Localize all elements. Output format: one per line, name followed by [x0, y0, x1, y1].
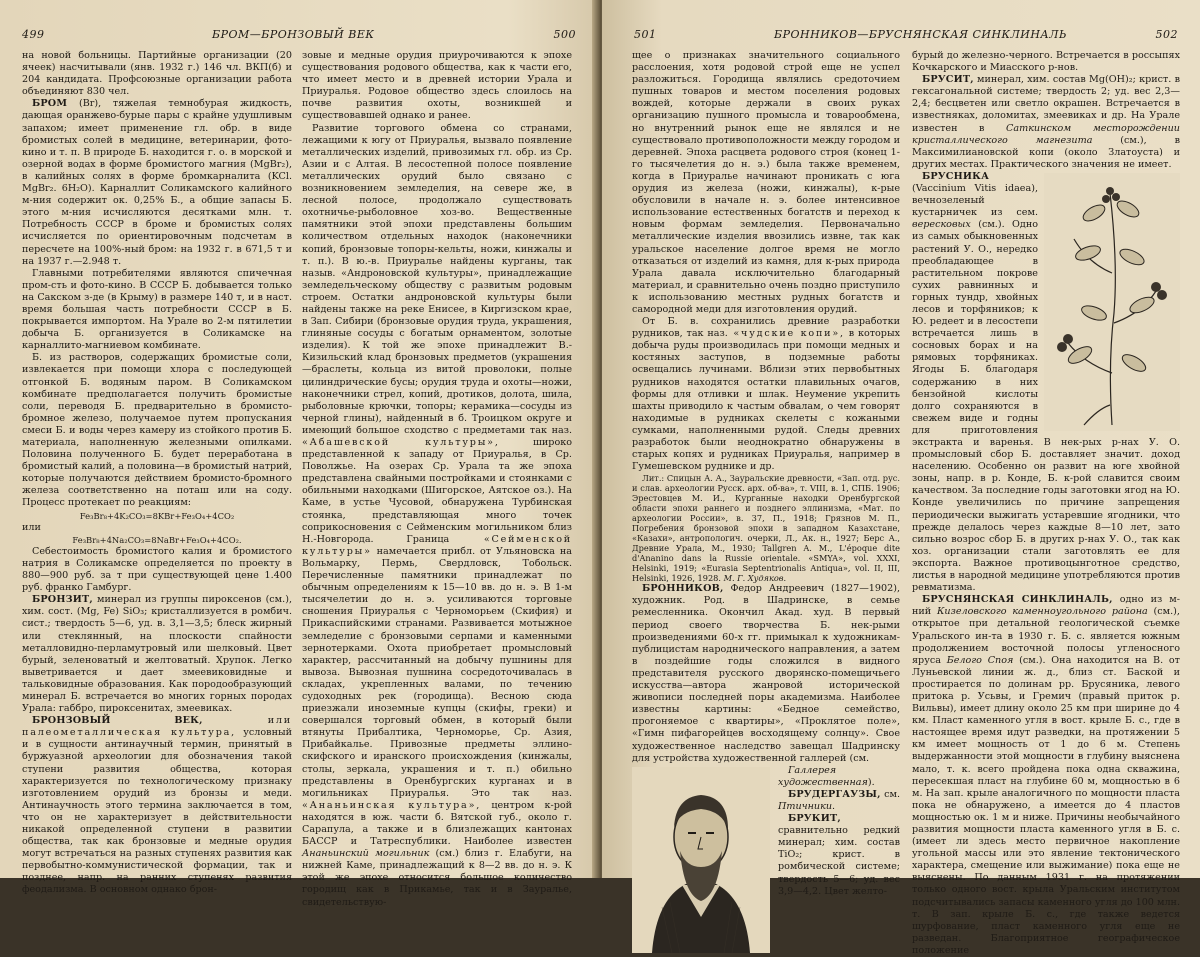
entry-bronnikov: [632, 583, 900, 764]
entry-bronze-age: [22, 715, 292, 896]
entry-brusit: [912, 74, 1180, 171]
left-page: [0, 0, 598, 908]
text-run: Развитие торгового обмена со странами, лежащими к югу от Приуралья, вызвало появление металлических изделий, привозимых гл. обр. из Ср. Азии и с Алтая. В лесостепной полосе появление металлических орудий было связано с возникновением земледелия, на севере же, в лесной полосе, продолжало существовать охотничье-рыболовное хоз-во. Вещественные памятники этой эпохи представлены большим количеством отдельных находок (наконечники копий, бронзовые топоры-кельты, ножи, кинжалы и т. п.). В ю.-в. Приуралье найдены курганы, так назыв. «Андроновской культуры», принадлежащие земледельческому обществу с развитым родовым строем. Остатки андроновской культуры были найдены также на реке Енисее, в Киргизском крае, в Зап. Сибири (бронзовые орудия труда, украшения, глиняные сосуды с богатым орнаментом, золотые изделия). К той же эпохе принадлежит В.-Кизильский клад бронзовых предметов (украшения—браслеты, кольца из витой проволоки, полые цилиндрические бусы; орудия труда и охоты—ножи, наконечники стрел, копий, дротиков, долота, шила, рыболовные крючки, топоры; керамика—сосуды из черной глины), найденный в б. Троицком округе и имеющий большое сходство с предметами так наз.: [302, 122, 572, 436]
spaced-term: или палеометаллическая культура,: [22, 715, 292, 739]
running-head-left: [22, 28, 576, 44]
entry-text: Федор Андреевич (1827—1902), художник. Род. в Шадринске, в семье ремесленника. Окончил Акад. худ. В первый период своего творчества Б. нек-рыми произведениями 60-х гг. примыкал к художникам-публицистам народнического направления, а затем в поздейшие годы сложился в видного представителя русского дворянско-помещичьего искусства—автора жанровой исторической живописи последней поры академизма. Наиболее известны картины: «Бедное семейство, прогоняемое с квартиры», «Проклятое поле», «Гимн пифагорейцев восходящему солнцу». Свое художественное наследство завещал Шадринску для устройства художественной галлерей (см.: [632, 583, 900, 764]
spaced-term: «чудские копи»,: [727, 328, 845, 340]
paragraph: зовые и медные орудия приурочиваются к эпохе существования родового общества, как к части его, что имеет место и в древней истории Урала и Приуралья. Родовое общество здесь слоилось на почве развития охоты, возникшей и существовавшей однако и ранее.: [302, 50, 572, 122]
entry-text: (Br), тяжелая темнобурая жидкость, дающая оранжево-бурые пары с крайне удушливым запахом; имеет применение гл. обр. в виде бромистых солей в медицине, ветеринарии, фото-кино и т. п. В природе Б. находится г. о. в морской и озерной водах в форме бромистого магния (MgBr₂), в калийных солях в форме бромкарналита (KCl. MgBr₂. 6H₂O). Карналлит Соликамского калийного м-ния содержит ок. 0,25% Б., а общие запасы Б. этого м-ния исчисляются десятками млн. т. Потребность СССР в броме и бромистых солях исчисляется по ориентировочным подсчетам в пересчете на 100%-ный бром: на 1932 г. в 671,5 т и на 1937 г.—2.948 т.: [22, 98, 292, 267]
entry-text: минерал из группы пироксенов (см.), хим. сост. (Mg, Fe) SiO₃; кристаллизуется в ромбич. сист.; твердость 5—6, уд. в. 3,1—3,5; блеск жирный или стеклянный, на плоскости спайности металловидно-перламутровый или шелковый. Цвет бурый, зеленоватый и желтоватый. Хрупок. Легко выветривается и дает змеевиковидные и тальковидные образования. Как породообразующий минерал Б. встречается во многих горных породах Урала: габбро, пироксенитах, змеевиках.: [22, 594, 292, 715]
text-run: (см.). Одно из самых обыкновенных растений У. О., нередко преобладающее в растительном покрове сухих равнинных и горных тундр, хвойных лесов и торфяников; к Ю. редеет и в лесостепи встречается лишь в сосновых борах и на рямовых торфяниках. Ягоды Б. благодаря содержанию в них бензойной кислоты долго сохраняются в свежем виде и годны для приготовления экстракта и варенья. В нек-рых р-нах У. О. промысловый сбор Б. доставляет значит. доход населению. Особенно он развит на юге хвойной зоны, напр. в р. Конде, Б. к-рой славится своим качеством. За последние годы заготовки ягод на Ю. Конде увеличились по причине запрещения периодически выжигать устаревшие ягодники, что прежде делалось через каждые 8—10 лет, зато сильно возрос сбор Б. в других р-нах У. О., так как хоз. организации стали заготовлять ее для экспорта. Важное противоцынготное средство, листья в народной медицине употребляются против ревматизма.: [912, 219, 1180, 594]
cross-reference: Галлерея художественная: [778, 764, 868, 788]
text-run: центром к-рой находятся в юж. части б. Вятской губ., около г. Сарапула, а также и в близлежащих кантонах БАССР и Татреспублики. Наиболее известен: [302, 799, 573, 848]
text-column: [912, 50, 1180, 956]
page-number: 502: [1155, 28, 1178, 41]
entry-text: минерал, хим. состав Mg(OH)₂; крист. в гексагональной системе; твердость 2; уд. вес 2,3—2,4; бесцветен или светло окрашен. Встречается в известняках, доломитах, змеевиках и др. На Урале известен в: [912, 74, 1180, 134]
text-column: [22, 50, 292, 896]
page-number: 500: [553, 28, 576, 41]
text-run: в которых добыча руды производилась при помощи медных и костяных заступов, в подземные работы освещались лучинами. Вблизи этих первобытных рудников находятся остатки плавильных очагов, формы для отливки и шлак. Неумение укрепить шахты приводило к частым обвалам, о чем говорят находимые в рудниках скелеты с кожаными сумками, наполненными рудой. Следы древних разработок были неоднократно обнаружены в старых копях и рудниках Приуралья, например в Гумешевском руднике и др.: [632, 328, 900, 473]
paragraph: щее о признаках значительного социального расслоения, хотя родовой строй еще не успел разложиться. Городища являлись средоточием пушных товаров и местом поселения родовых вождей, которые держали в своих руках организацию пушного промысла и товарообмена, но внутренний рынок еще не являлся и не существовало противоположности между городом и деревней. Эпоха расцвета родового строя (конец 1-го тысячелетия до н. э.) была также временем, когда в Приуралье начинают проникать с юга орудия из железа (ножи, кинжалы), к-рые обусловили в начале н. э. более интенсивное использование естественных богатств и переход к новым формам земледелия. Первоначально металлические изделия ввозились извне, так как уральское население долгое время не могло отказаться от изделий из камня, для к-рых природа Урала давала исключительно благодарный материал, и сравнительно очень поздно приступило к использованию местных рудных богатств и самородной меди для изготовления орудий.: [632, 50, 900, 315]
spaced-term: «Ананьинская культура»,: [302, 799, 482, 811]
cross-reference: Кизеловского каменноугольного района: [931, 606, 1148, 618]
spaced-term: «Сейменской культуры»: [302, 533, 572, 557]
entry-text: условный и в сущности антинаучный термин, принятый в буржуазной археологии для обозначения такой ступени развития общества, которая характеризуется по технологическому признаку изготовлением орудий из бронзы и меди. Антинаучность этого термина заключается в том, что он не характеризует в действительности никакой определенной ступени в развитии общества, так как бронзовые и медные орудия могут встречаться на разных ступенях развития как первобытно-коммунистической формации, так и позднее, напр. на ранних ступенях развития феодализма. В основном однако брон-: [22, 727, 292, 896]
entry-brom: [22, 98, 292, 267]
text-column: [632, 50, 900, 897]
entry-text: см.: [880, 788, 900, 800]
literature-text: Лит.: Спицын А. А., Зауральские древности, «Зап. отд. рус. и слав. археологии Русск. арх. об-ва», т. VIII, в. 1, СПБ. 1906; Эрестовцев М. И., Курганные находки Оренбургской области эпохи раннего и позднего эллинизма, «Мат. по археологии России», в. 37, П., 1918; Грязнов М. П., Погребения бронзовой эпохи в западном Казахстане, «Казахи», антропологич. очерки, Л., Ак. н., 1927; Берс А., Древние Урала, М., 1930; Tallgren A. M., L'époque dite d'Ananino dans la Russie orientale. «SMYA», vol. XXXI, Helsinki, 1919; «Eurasia Septentrionalis Antiqua», vol. II, III, Helsinki, 1926, 1928.: [632, 473, 900, 584]
text-column: [302, 50, 573, 908]
portrait-illustration: [632, 767, 770, 953]
headword: БРУСНЯНСКАЯ СИНКЛИНАЛЬ,: [922, 594, 1113, 606]
cross-reference: Белого Споя: [940, 654, 1014, 666]
text-run: (см.), в Максимилиановской копи (около Златоуста) и других местах. Практического значения не имеет.: [912, 134, 1180, 170]
text-run: (см.) близ г. Елабуги, на нижней Каме, принадлежащий к 8—2 вв. до н. э. К этой же эпохе относится большое количество городищ как в Прикамье, так и в Зауралье, свидетельствую-: [302, 848, 573, 908]
headword: БРОМ: [32, 98, 68, 110]
cross-reference: Ананьинский могильник: [302, 848, 430, 860]
running-head-right: [624, 28, 1178, 44]
text-run: ).: [867, 776, 875, 788]
headword: БРУСНИКА: [922, 170, 990, 182]
text-run: От Б. в. сохранились древние разработки рудников, так наз.: [632, 316, 900, 340]
headword: БРУДЕРГАУЗЫ,: [788, 788, 881, 800]
paragraph: бурый до железно-черного. Встречается в россыпях Кочкарского и Миасского р-нов.: [912, 50, 1180, 74]
entry-brusnyanskaya: [912, 594, 1180, 957]
headword: БРОННИКОВ,: [642, 583, 724, 595]
connective: или: [22, 521, 41, 533]
entry-bronzit: [22, 594, 292, 715]
text-run: (см.), открытое при детальной геологической съемке Уральского ин-та в 1930 г. Б. с. является южным продолжением восточной полосы угленосного яруса: [912, 606, 1180, 666]
headword: БРОНЗИТ,: [32, 594, 93, 606]
text-run: широко представленной к западу от Приуралья, в Ср. Поволжье. На озерах Ср. Урала та же эпоха представлена свайными постройками и стоянками с обильными находками (Шигорское, Аятское оз.). На Каме, в устье Чусовой, обнаружена Турбинская стоянка, представляющая много точек соприкосновения с Сейменским могильником близ Н.-Новгорода. Граница: [302, 437, 572, 545]
chemical-formula: Fe₃Br₈+4Na₂CO₃=8NaBr+Fe₃O₄+4CO₂.: [72, 534, 242, 545]
paragraph: на новой больницы. Партийные организации (20 ячеек) насчитывали (янв. 1932 г.) 146 чл. ВКП(б) и 204 кандидата. Профсоюзные организации работа объединяют 830 чел.: [22, 50, 292, 98]
cross-reference: Саткинском месторождении кристаллического магнезита: [912, 122, 1180, 146]
headword: БРОНЗОВЫЙ ВЕК,: [32, 715, 203, 727]
lingonberry-illustration: [1044, 173, 1180, 431]
text-run: намечается прибл. от Ульяновска на Вольмарку, Пермь, Свердловск, Тобольск. Перечисленные памятники принадлежат по обычным определениям к 15—10 вв. до н. э. В 1-м тысячелетии до н. э. усиливаются торговые сношения Приуралья с Черноморьем (Скифия) и Прикаспийскими странами. Развивается мотыжное земледелие с бронзовыми серпами и каменными зернотерками. Охота приобретает промысловый характер, рассчитанный на добычу пушнины для вывоза. Вывозная пушнина сосредоточивалась в складах, укрепленных валами, по течению судоходных рек (городища). Весною сюда приезжали иноземные купцы (скифы, греки) и совершался торговый обмен, в который были втянуты Прибалтика, Черноморье, Ср. Азия, Прибайкалье. Привозные предметы эллино-скифского и иранского происхождения (кинжалы, столы, зеркала, украшения и т. п.) обильно представлены в Оренбургских курганах и в могильниках Приуралья. Это так наз.: [302, 545, 572, 799]
entry-text: одно из м-ний: [912, 594, 1180, 618]
paragraph: Себестоимость бромистого калия и бромистого натрия в Соликамске определяется по проекту в 880—900 руб. за т при существующей цене 1.400 руб. франко Гамбург.: [22, 545, 292, 594]
literature-list: [632, 473, 900, 583]
entry-text: (Vaccinium Vitis idaea), вечнозеленый кустарничек из сем.: [912, 183, 1038, 219]
cross-reference: вересковых: [912, 219, 971, 231]
entry-text: сравнительно редкий минерал; хим. состав TiO₂; крист. в ромбической системе; твердость 5—6; уд. вес 3,9—4,2. Цвет желто-: [778, 825, 900, 897]
headword: БРУСИТ,: [922, 74, 974, 86]
cross-reference: Птичники.: [778, 800, 836, 812]
paragraph: [302, 123, 572, 909]
spaced-term: «Абашевской культуры»,: [302, 437, 500, 448]
author-signature: М. Г. Худяков.: [720, 573, 787, 584]
headword: БРУКИТ,: [788, 813, 841, 825]
page-number: 501: [634, 28, 657, 41]
running-title: БРОННИКОВ—БРУСНЯНСКАЯ СИНКЛИНАЛЬ: [774, 28, 1067, 41]
text-run: (см.). Она находится на В. от Луньевской линии ж. д., близ ст. Баской и простирается по долинам рр. Брусяника, левого притока р. Усьвы, и Гремич (правый приток р. Вильвы), имеет длину около 25 км при ширине до 4 км. Пласт каменного угля в вост. крыле Б. с., где в настоящее время идут разведки, на протяжении 5 км имеет мощность от 1 до 6 м. Степень выдержанности этой мощности в глубину выяснена мало, т. к. всего пройдена пока одна скважина, пересекшая пласт на глубине 60 м, мощностью в 6 м. На зап. крыле аналогичного по мощности пласта пока не обнаружено, а имеется до 4 пластов мощностью ок. 1 м и ниже. Причины необычайного развития мощности пласта каменного угля в Б. с. (имеет ли здесь место первичное накопление угольной массы или это явление тектонического характера, смещение или выжимание) пока еще не выяснены. По данным 1931 г. на протяжении только одного вост. крыла Уральским институтом подсчитывались запасы каменного угля до 100 млн. т. В зап. крыле Б. с., где также ведется шурфование, пласт каменного угля еще не разведан. Благоприятное географическое положение: [912, 654, 1180, 956]
running-title: БРОМ—БРОНЗОВЫЙ ВЕК: [212, 28, 375, 41]
page-number: 499: [22, 28, 45, 41]
paragraph: [632, 316, 900, 473]
right-page: [602, 0, 1200, 956]
paragraph: Б. из растворов, содержащих бромистые соли, извлекается при помощи хлора с последующей отгонкой Б. водяным паром. В Соликамском комбинате предполагается получить бромистые соли, переводя Б. предварительно в бромисто-бромное железо, получаемое путем пропускания смеси Б. и воды через камеру из стойкого против Б. материала, наполненную железными опилками. Половина полученного Б. будет переработана в бромистый калий, а половина—в бромистый натрий, которые получаются действием бромисто-бромного железа соответственно на поташ или на соду. Процесс протекает по реакциям:: [22, 352, 292, 509]
chemical-formula: Fe₃Br₈+4K₂CO₃=8KBr+Fe₃O₄+4CO₂: [79, 510, 235, 521]
paragraph: Главными потребителями являются спичечная пром-сть и фото-кино. В СССР Б. добывается только на Сакском з-де (в Крыму) в размере 140 т, и в наст. время большая часть потребности СССР в Б. покрывается импортом. На Урале во 2-м пятилетии добыча Б. организуется в Соликамске на карналлито-магниевом комбинате.: [22, 267, 292, 352]
